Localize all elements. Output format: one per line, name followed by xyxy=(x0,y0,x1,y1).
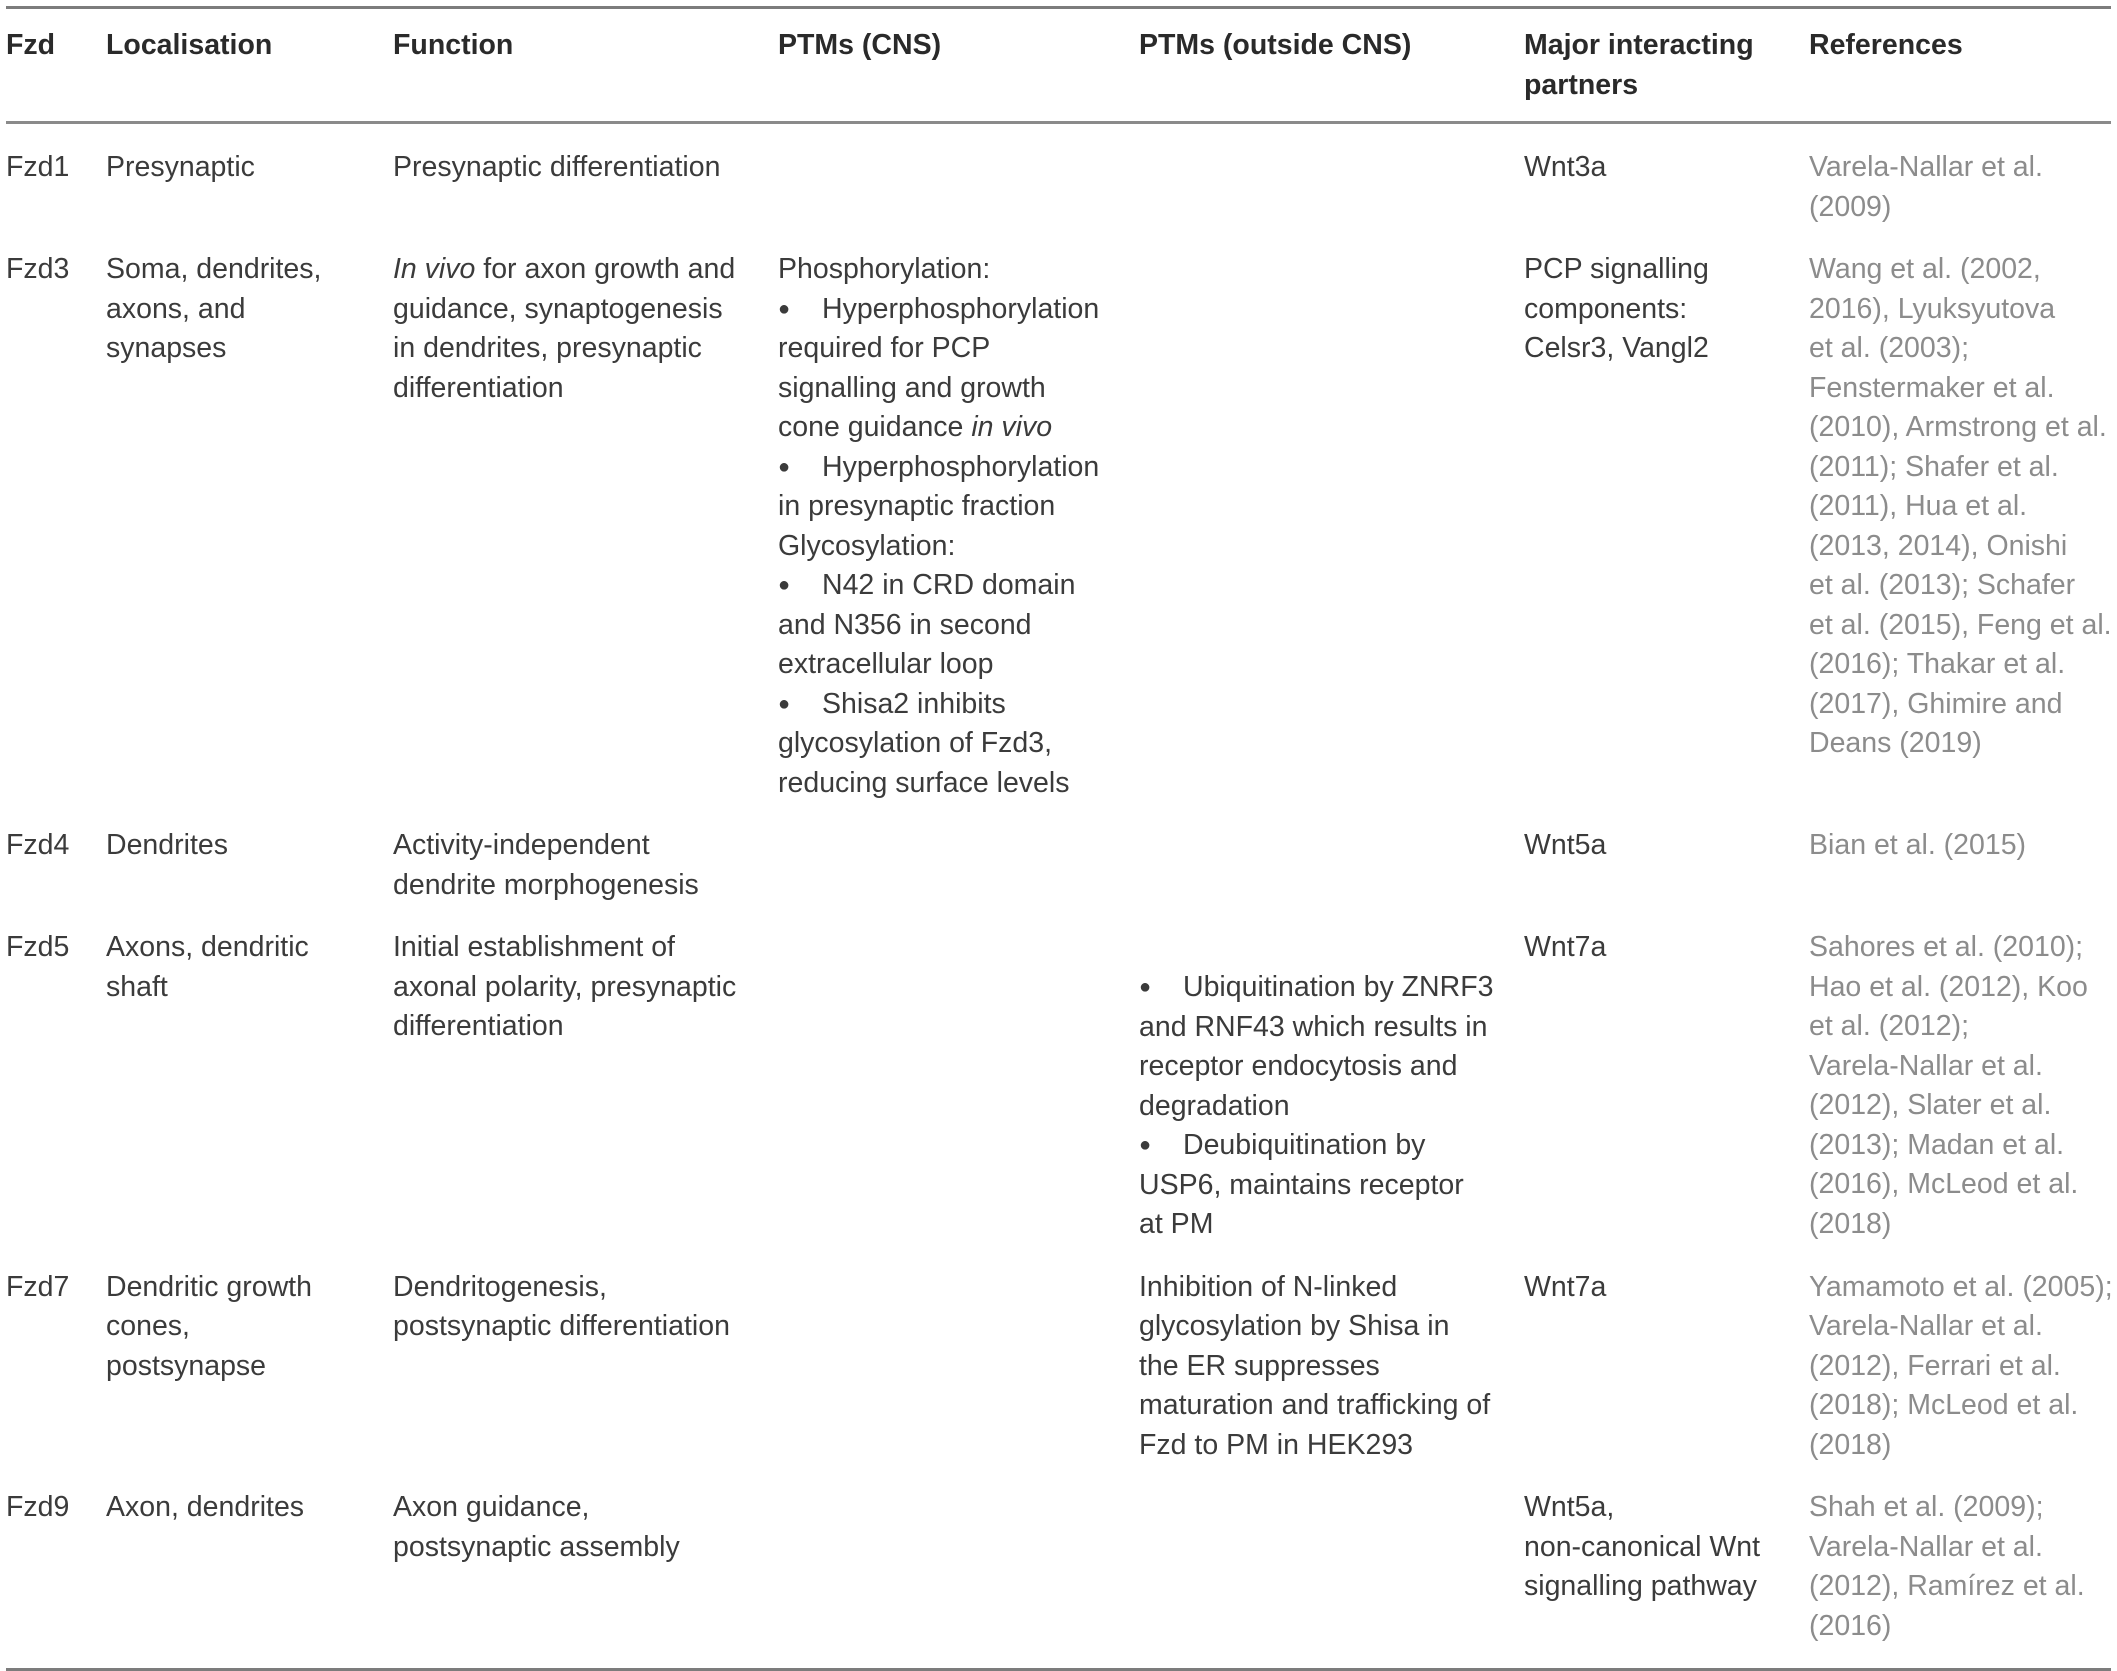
text-line: Axons, dendritic xyxy=(106,931,309,963)
bullet-icon: ● xyxy=(778,574,791,596)
text-line: Soma, dendrites, xyxy=(106,253,322,285)
text-run: for axon growth and xyxy=(475,253,736,285)
text-line: in dendrites, presynaptic xyxy=(393,332,702,364)
text-line: et al. (2013); Schafer xyxy=(1809,569,2076,601)
cell-localisation xyxy=(106,803,393,905)
text-line: (2012), Ferrari et al. xyxy=(1809,1349,2061,1382)
text-line: extracellular loop xyxy=(778,648,994,680)
header-partners-line: Major interacting xyxy=(1524,29,1754,61)
table-row-fzd3 xyxy=(6,227,2111,803)
text-line: Celsr3, Vangl2 xyxy=(1524,332,1709,364)
text-line: Dendritogenesis, xyxy=(393,1270,607,1303)
text-line: reducing surface levels xyxy=(778,766,1070,799)
text-line: Varela-Nallar et al. xyxy=(1809,1310,2043,1342)
table-row-fzd9 xyxy=(6,1465,2111,1664)
cell-fzd: Fzd1 xyxy=(6,151,70,183)
text-line: glycosylation of Fzd3, xyxy=(778,727,1053,759)
text-line: Yamamoto et al. (2005); xyxy=(1809,1270,2113,1303)
text-line: postsynaptic assembly xyxy=(393,1530,680,1563)
cell-partners xyxy=(1524,905,1809,1245)
text-line: et al. (2015), Feng et al. xyxy=(1809,608,2112,641)
cell-function xyxy=(393,905,778,1245)
text-line: Wnt5a xyxy=(1524,829,1607,861)
text-line: Wnt5a, xyxy=(1524,1491,1615,1523)
cell-localisation xyxy=(106,227,393,803)
text-run: cone guidance xyxy=(778,411,972,443)
text-line: Dendrites xyxy=(106,829,228,861)
text-run: Shisa2 inhibits xyxy=(822,687,1006,720)
cell-references xyxy=(1809,905,2111,1245)
bullet-line xyxy=(778,448,1139,488)
cell-ptms-outside-cns xyxy=(1139,803,1524,905)
italic-text: in vivo xyxy=(971,411,1053,443)
cell-references xyxy=(1809,1465,2111,1664)
cell-fzd: Fzd5 xyxy=(6,931,70,963)
text-line: signalling pathway xyxy=(1524,1570,1757,1602)
text-line: (2012), Ramírez et al. xyxy=(1809,1570,2085,1602)
header-references: References xyxy=(1809,29,1963,61)
text-line: non-canonical Wnt xyxy=(1524,1530,1761,1563)
text-line: Glycosylation: xyxy=(778,529,956,562)
fzd-table xyxy=(6,9,2111,1664)
bullet-icon: ● xyxy=(778,692,791,715)
cell-function xyxy=(393,803,778,905)
text-line: Phosphorylation: xyxy=(778,253,991,285)
bullet-icon: ● xyxy=(778,297,791,320)
text-line: and RNF43 which results in xyxy=(1139,1010,1488,1043)
text-line: USP6, maintains receptor xyxy=(1139,1168,1464,1201)
text-line: et al. (2012); xyxy=(1809,1010,1970,1042)
text-line: Axon guidance, xyxy=(393,1491,590,1523)
header-major-interacting-partners xyxy=(1524,9,1809,121)
cell-references xyxy=(1809,124,2111,227)
bullet-line xyxy=(1139,968,1524,1008)
header-fzd: Fzd xyxy=(6,29,56,61)
cell-function xyxy=(393,1465,778,1664)
text-line: Initial establishment of xyxy=(393,931,675,963)
text-run: Deubiquitination by xyxy=(1183,1129,1426,1161)
table-row-fzd1 xyxy=(6,124,2111,227)
text-line: Presynaptic xyxy=(106,151,255,183)
text-line: axonal polarity, presynaptic xyxy=(393,970,737,1003)
table-row-fzd7 xyxy=(6,1245,2111,1466)
bullet-line xyxy=(1139,1126,1524,1166)
text-line: (2016); Thakar et al. xyxy=(1809,648,2066,680)
cell-ptms-outside-cns xyxy=(1139,905,1524,1245)
cell-partners xyxy=(1524,1245,1809,1466)
cell-ptms-cns xyxy=(778,803,1139,905)
text-line: receptor endocytosis and xyxy=(1139,1050,1458,1082)
header-function: Function xyxy=(393,29,514,61)
text-line: Presynaptic differentiation xyxy=(393,151,721,183)
cell-references xyxy=(1809,227,2111,803)
text-line: Shah et al. (2009); xyxy=(1809,1491,2044,1523)
cell-references xyxy=(1809,1245,2111,1466)
cell-ptms-outside-cns xyxy=(1139,1465,1524,1664)
text-line xyxy=(393,250,778,290)
text-line: guidance, synaptogenesis xyxy=(393,292,723,325)
text-line: degradation xyxy=(1139,1089,1290,1122)
header-localisation: Localisation xyxy=(106,29,273,61)
text-line: Sahores et al. (2010); xyxy=(1809,931,2084,963)
text-line: components: xyxy=(1524,292,1688,325)
data-table xyxy=(6,6,2111,1671)
cell-function xyxy=(393,124,778,227)
cell-function xyxy=(393,1245,778,1466)
cell-partners xyxy=(1524,803,1809,905)
text-line: shaft xyxy=(106,970,168,1003)
bullet-line xyxy=(778,290,1139,330)
text-line: dendrite morphogenesis xyxy=(393,868,699,901)
text-line: postsynapse xyxy=(106,1349,267,1382)
bullet-icon: ● xyxy=(1139,976,1152,998)
text-line: axons, and xyxy=(106,292,246,325)
cell-localisation xyxy=(106,1465,393,1664)
cell-partners xyxy=(1524,124,1809,227)
text-line: Wnt3a xyxy=(1524,151,1607,183)
italic-text: In vivo xyxy=(393,253,476,285)
cell-fzd: Fzd3 xyxy=(6,253,70,285)
text-line: Deans (2019) xyxy=(1809,727,1982,759)
text-line: Wang et al. (2002, xyxy=(1809,253,2041,285)
cell-localisation xyxy=(106,1245,393,1466)
text-line: (2016), McLeod et al. xyxy=(1809,1168,2079,1200)
text-line: synapses xyxy=(106,332,227,364)
text-run: Hyperphosphorylation xyxy=(822,450,1100,483)
cell-references xyxy=(1809,803,2111,905)
text-line: Axon, dendrites xyxy=(106,1491,305,1523)
text-line: (2009) xyxy=(1809,190,1892,223)
text-line: (2018) xyxy=(1809,1207,1892,1240)
cell-ptms-cns xyxy=(778,227,1139,803)
text-line: (2013); Madan et al. xyxy=(1809,1128,2065,1161)
text-line: Fzd to PM in HEK293 xyxy=(1139,1428,1414,1461)
text-line: Fenstermaker et al. xyxy=(1809,371,2055,404)
text-line: PCP signalling xyxy=(1524,253,1709,285)
text-line: cones, xyxy=(106,1310,190,1342)
bullet-line xyxy=(778,566,1139,606)
header-partners-line: partners xyxy=(1524,68,1639,101)
text-line: differentiation xyxy=(393,1010,564,1042)
text-line: Hao et al. (2012), Koo xyxy=(1809,970,2088,1003)
text-line: (2010), Armstrong et al. xyxy=(1809,411,2107,443)
text-line: (2012), Slater et al. xyxy=(1809,1089,2052,1121)
text-line: Varela-Nallar et al. xyxy=(1809,1530,2043,1563)
text-line: required for PCP xyxy=(778,332,991,364)
cell-fzd: Fzd7 xyxy=(6,1270,70,1303)
cell-localisation xyxy=(106,905,393,1245)
text-line: in presynaptic fraction xyxy=(778,490,1056,522)
cell-ptms-cns xyxy=(778,1465,1139,1664)
text-line: (2011), Hua et al. xyxy=(1809,490,2028,522)
text-line: (2016) xyxy=(1809,1609,1892,1642)
bullet-icon: ● xyxy=(778,455,791,478)
text-line: differentiation xyxy=(393,371,564,404)
text-run: N42 in CRD domain xyxy=(822,569,1076,601)
text-run: Ubiquitination by ZNRF3 xyxy=(1183,971,1494,1003)
text-line: the ER suppresses xyxy=(1139,1349,1380,1382)
text-line: Activity-independent xyxy=(393,829,650,861)
cell-partners xyxy=(1524,227,1809,803)
header-ptms-cns: PTMs (CNS) xyxy=(778,29,942,61)
cell-ptms-outside-cns xyxy=(1139,227,1524,803)
cell-fzd: Fzd4 xyxy=(6,829,70,861)
text-line: at PM xyxy=(1139,1208,1214,1240)
header-ptms-outside-cns: PTMs (outside CNS) xyxy=(1139,29,1412,61)
text-line: (2018) xyxy=(1809,1428,1892,1461)
text-line: (2017), Ghimire and xyxy=(1809,687,2063,720)
text-line: et al. (2003); xyxy=(1809,332,1970,364)
text-run: Hyperphosphorylation xyxy=(822,292,1100,325)
cell-fzd: Fzd9 xyxy=(6,1491,70,1523)
text-line: Wnt7a xyxy=(1524,1270,1607,1303)
text-line xyxy=(778,408,1139,448)
cell-function xyxy=(393,227,778,803)
text-line: Inhibition of N-linked xyxy=(1139,1270,1398,1303)
table-row-fzd4 xyxy=(6,803,2111,905)
cell-ptms-outside-cns xyxy=(1139,1245,1524,1466)
text-line: (2018); McLeod et al. xyxy=(1809,1389,2079,1421)
table-row-fzd5 xyxy=(6,905,2111,1245)
text-line: Varela-Nallar et al. xyxy=(1809,151,2043,183)
cell-localisation xyxy=(106,124,393,227)
cell-ptms-cns xyxy=(778,905,1139,1245)
text-line: maturation and trafficking of xyxy=(1139,1389,1491,1421)
cell-ptms-cns xyxy=(778,1245,1139,1466)
text-line: Dendritic growth xyxy=(106,1270,312,1303)
header-row xyxy=(6,9,2111,121)
cell-ptms-outside-cns xyxy=(1139,124,1524,227)
text-line: glycosylation by Shisa in xyxy=(1139,1310,1450,1342)
cell-partners xyxy=(1524,1465,1809,1664)
bullet-line xyxy=(778,685,1139,725)
text-line: signalling and growth xyxy=(778,371,1046,404)
text-line: Varela-Nallar et al. xyxy=(1809,1049,2043,1082)
cell-ptms-cns xyxy=(778,124,1139,227)
text-line: Bian et al. (2015) xyxy=(1809,829,2027,861)
bullet-icon: ● xyxy=(1139,1134,1152,1156)
text-line: postsynaptic differentiation xyxy=(393,1310,730,1342)
text-line: 2016), Lyuksyutova xyxy=(1809,292,2056,325)
text-line: (2011); Shafer et al. xyxy=(1809,450,2059,483)
text-line: (2013, 2014), Onishi xyxy=(1809,529,2068,562)
text-line: and N356 in second xyxy=(778,608,1032,641)
text-line: Wnt7a xyxy=(1524,931,1607,963)
